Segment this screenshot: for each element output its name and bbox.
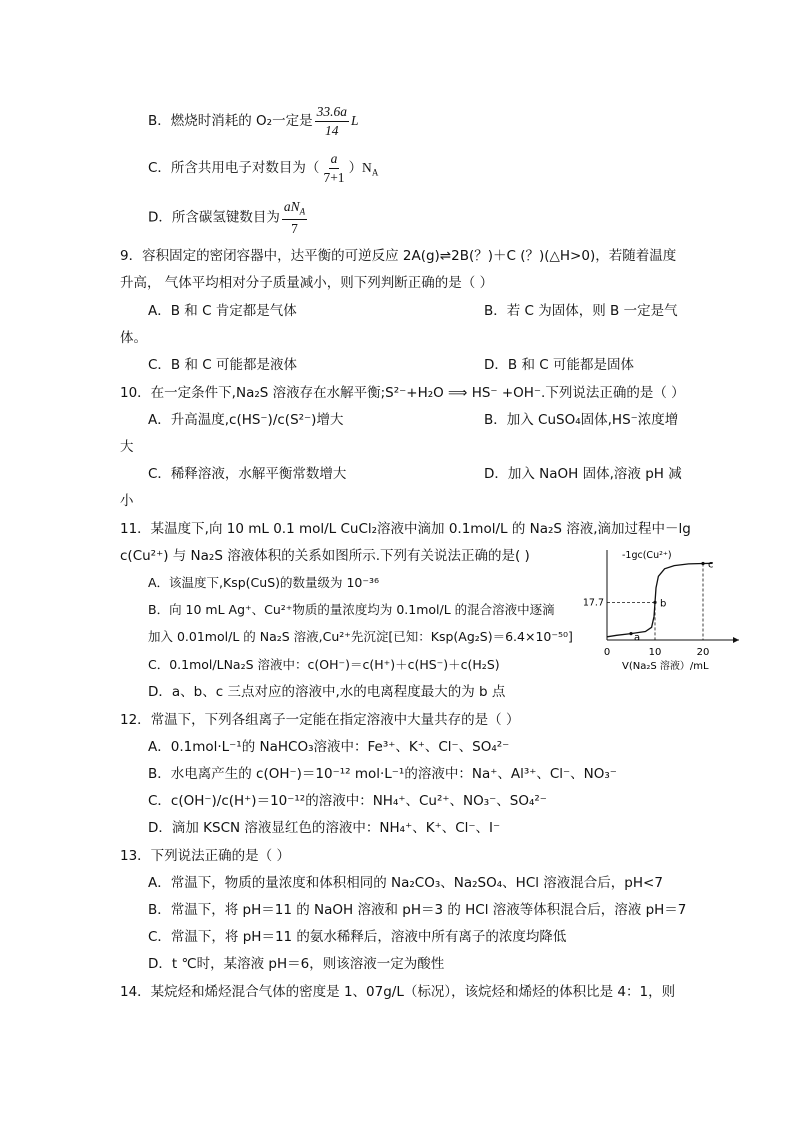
x-axis-label: V(Na₂S 溶液）/mL xyxy=(622,661,709,672)
q8-b-fraction: $\frac{33.6a}{14}$ xyxy=(316,104,347,138)
q13-option-c: C．常温下，将 pH＝11 的氨水稀释后，溶液中所有离子的浓度均降低 xyxy=(148,929,567,945)
q14-stem: 14．某烷烃和烯烃混合气体的密度是 1、07g/L（标况），该烷烃和烯烃的体积比是 4：1，则 xyxy=(120,984,676,1000)
point-b xyxy=(653,601,656,604)
q9-option-b-cont: 体。 xyxy=(120,330,147,346)
point-label-a: a xyxy=(634,632,641,644)
q12-option-d: D．滴加 KSCN 溶液显红色的溶液中：NH₄⁺、K⁺、Cl⁻、I⁻ xyxy=(148,820,501,836)
point-label-b: b xyxy=(660,598,667,610)
q11-option-c: C．0.1mol/LNa₂S 溶液中：c(OH⁻)＝c(H⁺)＋c(HS⁻)＋c(H₂S) xyxy=(148,657,500,672)
q12-stem: 12．常温下，下列各组离子一定能在指定溶液中大量共存的是（ ） xyxy=(120,712,520,728)
q9-option-b: B．若 C 为固体，则 B 一定是气 xyxy=(484,303,678,319)
y-axis-label: -1gc(Cu²⁺) xyxy=(622,550,672,561)
q11-option-b-line2: 加入 0.01mol/L 的 Na₂S 溶液,Cu²⁺先沉淀[已知：Ksp(Ag₂S)＝6.4×10⁻⁵⁰] xyxy=(148,629,573,644)
q10-option-c: C．稀释溶液，水解平衡常数增大 xyxy=(148,466,347,482)
point-label-c: c xyxy=(708,559,714,571)
q9-stem-line2: 升高， 气体平均相对分子质量减小，则下列判断正确的是（ ） xyxy=(120,275,494,291)
q13-option-d: D．t ℃时，某溶液 pH＝6，则该溶液一定为酸性 xyxy=(148,956,445,972)
q12-option-b: B．水电离产生的 c(OH⁻)＝10⁻¹² mol·L⁻¹的溶液中：Na⁺、Al³⁺、Cl⁻、NO₃⁻ xyxy=(148,766,617,782)
q9-stem-line1: 9．容积固定的密闭容器中，达平衡的可逆反应 2A(g)⇌2B(？)＋C (？)(△H>0)，若随着温度 xyxy=(120,248,677,264)
q13-option-a: A．常温下，物质的量浓度和体积相同的 Na₂CO₃、Na₂SO₄、HCl 溶液混合后，pH<7 xyxy=(148,875,663,891)
q8-d-fraction: $\frac{aN_A}{7}$ xyxy=(283,199,306,236)
q11-stem-line2: c(Cu²⁺) 与 Na₂S 溶液体积的关系如图所示.下列有关说法正确的是( ) xyxy=(120,548,530,564)
q10-stem: 10．在一定条件下,Na₂S 溶液存在水解平衡;S²⁻+H₂O ⟹ HS⁻ +OH⁻.下列说法正确的是（ ） xyxy=(120,385,685,401)
q8-option-c: C．所含共用电子对数目为（ $\frac{a}{7+1}$ ）$N_A$ xyxy=(148,151,379,185)
q10-option-d-cont: 小 xyxy=(120,493,134,509)
q12-option-c: C．c(OH⁻)/c(H⁺)＝10⁻¹²的溶液中：NH₄⁺、Cu²⁺、NO₃⁻、SO₄²⁻ xyxy=(148,793,547,809)
q11-option-a: A．该温度下,Ksp(CuS)的数量级为 10⁻³⁶ xyxy=(148,575,380,590)
q13-option-b: B．常温下，将 pH＝11 的 NaOH 溶液和 pH＝3 的 HCl 溶液等体积混合后，溶液 pH＝7 xyxy=(148,902,687,918)
q8-option-b: B．燃烧时消耗的 O₂一定是 $\frac{33.6a}{14}$ L xyxy=(148,104,359,138)
q13-stem: 13．下列说法正确的是（ ） xyxy=(120,848,290,864)
x-tick-label: 10 xyxy=(648,647,662,658)
q12-option-a: A．0.1mol·L⁻¹的 NaHCO₃溶液中：Fe³⁺、K⁺、Cl⁻、SO₄²⁻ xyxy=(148,739,510,755)
x-axis-arrow xyxy=(733,637,739,643)
q8-option-d: D．所含碳氢键数目为 $\frac{aN_A}{7}$ xyxy=(148,199,306,236)
q11-option-b-line1: B．向 10 mL Ag⁺、Cu²⁺物质的量浓度均为 0.1mol/L 的混合溶液中逐滴 xyxy=(148,602,555,617)
point-c xyxy=(701,562,704,565)
q10-option-b: B．加入 CuSO₄固体,HS⁻浓度增 xyxy=(484,412,679,428)
q9-option-a: A．B 和 C 肯定都是气体 xyxy=(148,303,297,319)
q11-stem-line1: 11．某温度下,向 10 mL 0.1 mol/L CuCl₂溶液中滴加 0.1mol/L 的 Na₂S 溶液,滴加过程中－lg xyxy=(120,521,691,537)
q10-option-b-cont: 大 xyxy=(120,439,134,455)
q10-option-d: D．加入 NaOH 固体,溶液 pH 减 xyxy=(484,466,682,482)
y-tick-label: 17.7 xyxy=(582,597,604,609)
q11-chart xyxy=(572,545,752,675)
q9-option-c: C．B 和 C 可能都是液体 xyxy=(148,357,297,373)
q11-option-d: D．a、b、c 三点对应的溶液中,水的电离程度最大的为 b 点 xyxy=(148,684,506,700)
q10-option-a: A．升高温度,c(HS⁻)/c(S²⁻)增大 xyxy=(148,412,344,428)
x-tick-label: 0 xyxy=(603,647,611,658)
q8-c-fraction: $\frac{a}{7+1}$ xyxy=(323,151,345,185)
point-a xyxy=(629,632,632,635)
q9-option-d: D．B 和 C 可能都是固体 xyxy=(484,357,634,373)
x-tick-label: 20 xyxy=(696,647,710,658)
